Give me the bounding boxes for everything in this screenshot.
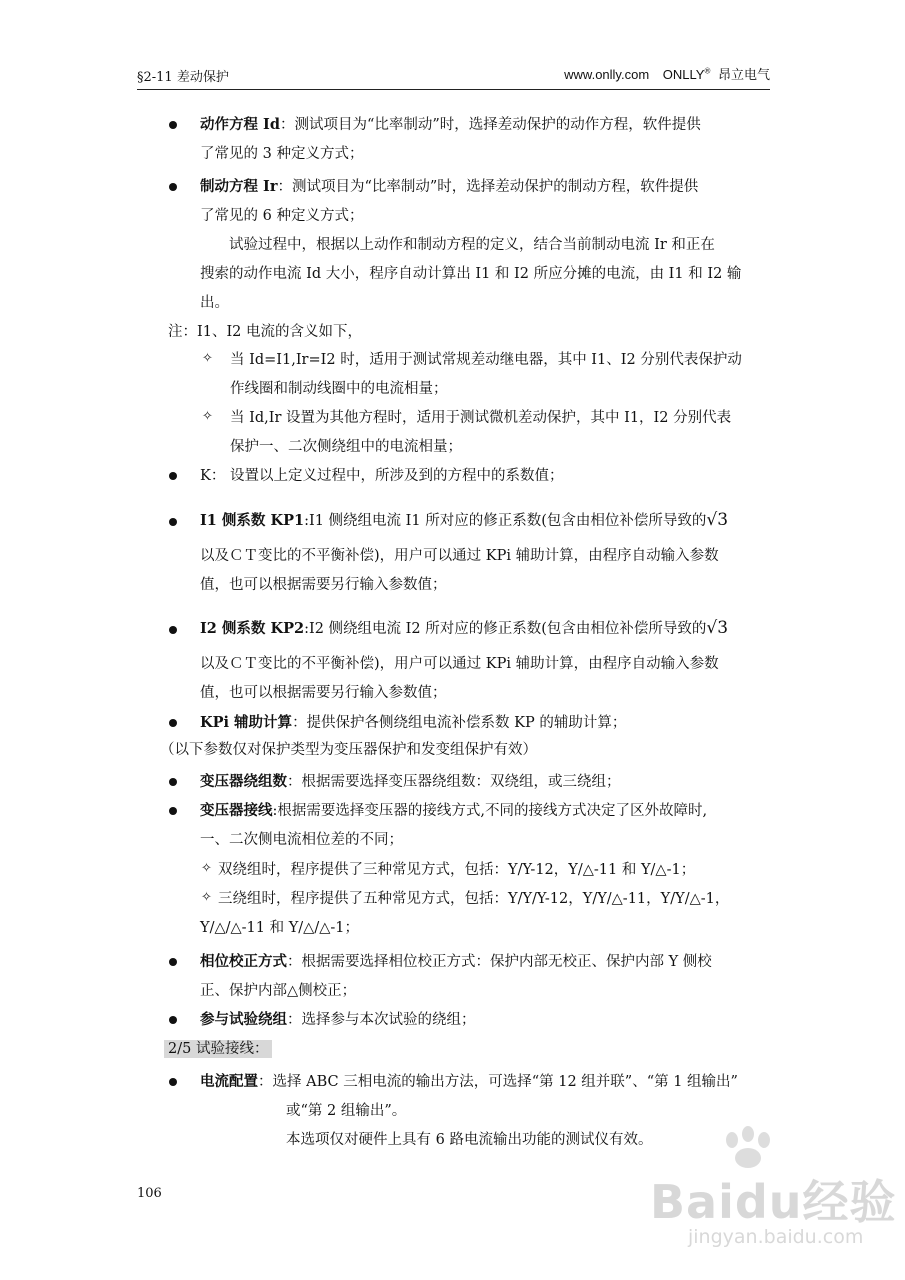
bullet-icon [169,183,177,191]
item-phase-correction: 相位校正方式：根据需要选择相位校正方式：保护内部无校正、保护内部 Y 侧校 [200,953,712,970]
registered-mark: ® [704,66,711,76]
sub-item: 双绕组时，程序提供了三种常见方式，包括：Y/Y-12，Y/△-11 和 Y/△-1； [218,862,696,878]
item-action-equation: 动作方程 Id：测试项目为“比率制动”时，选择差动保护的动作方程，软件提供 [200,116,701,133]
item-transformer-connection-cont: 一、二次侧电流相位差的不同； [200,832,403,848]
page-number: 106 [137,1186,162,1201]
bullet-icon [169,626,177,634]
sub-item-cont: Y/△/△-11 和 Y/△/△-1； [200,920,359,936]
item-transformer-windings: 变压器绕组数：根据需要选择变压器绕组数：双绕组，或三绕组； [200,773,621,790]
diamond-bullet-icon: ✧ [202,351,213,366]
note-item: 当 Id,Ir 设置为其他方程时，适用于测试微机差动保护，其中 I1，I2 分别代表 [230,410,732,426]
diamond-bullet-icon: ✧ [201,861,212,876]
header-brand [564,64,770,83]
item-kp2-cont: 值，也可以根据需要另行输入参数值； [200,685,447,701]
item-transformer-connection: 变压器接线:根据需要选择变压器的接线方式,不同的接线方式决定了区外故障时, [200,802,708,819]
page-header [137,64,770,86]
sqrt3-symbol: √3 [706,618,729,638]
item-test-windings: 参与试验绕组：选择参与本次试验的绕组； [200,1011,476,1028]
diamond-bullet-icon: ✧ [201,890,212,905]
note-item-cont: 作线圈和制动线圈中的电流相量； [230,381,448,397]
bullet-icon [169,518,177,526]
sqrt3-symbol: √3 [706,510,729,530]
paw-icon [718,1126,778,1170]
item-kpi: KPi 辅助计算：提供保护各侧绕组电流补偿系数 KP 的辅助计算； [200,714,627,731]
parenthetical-note: （以下参数仅对保护类型为变压器保护和发变组保护有效） [160,742,537,758]
bullet-icon [169,719,177,727]
item-phase-correction-cont: 正、保护内部△侧校正； [200,983,357,999]
watermark-text: Baidu经验 [650,1175,897,1229]
website-url: www.onlly.com [564,67,650,82]
item-restraint-equation-cont: 了常见的 6 种定义方式； [200,208,364,224]
section-title: §2-11 差动保护 [137,70,229,85]
item-restraint-equation: 制动方程 Ir：测试项目为“比率制动”时，选择差动保护的制动方程，软件提供 [200,178,699,195]
paragraph-line: 出。 [200,295,229,311]
baidu-watermark [598,1126,898,1266]
item-current-config: 电流配置：选择 ABC 三相电流的输出方法，可选择“第 12 组并联”、“第 1 组输出” [200,1073,738,1090]
watermark-url: jingyan.baidu.com [688,1226,864,1248]
item-kp2: I2 侧系数 KP2:I2 侧绕组电流 I2 所对应的修正系数(包含由相位补偿所导致的√3 [200,618,729,638]
header-rule [137,89,770,90]
brand-name: ONLLY [662,67,705,82]
note-item-cont: 保护一、二次侧绕组中的电流相量； [230,439,462,455]
bullet-icon [169,778,177,786]
bullet-icon [169,1078,177,1086]
item-kp1-cont: 以及ＣＴ变比的不平衡补偿)，用户可以通过 KPi 辅助计算，由程序自动输入参数 [200,548,719,564]
item-kp1: I1 侧系数 KP1:I1 侧绕组电流 I1 所对应的修正系数(包含由相位补偿所导致的√3 [200,510,729,530]
item-action-equation-cont: 了常见的 3 种定义方式； [200,146,364,162]
bullet-icon [169,472,177,480]
diamond-bullet-icon: ✧ [202,409,213,424]
item-current-config-cont: 本选项仅对硬件上具有 6 路电流输出功能的测试仪有效。 [286,1132,653,1148]
paragraph-line: 搜索的动作电流 Id 大小，程序自动计算出 I1 和 I2 所应分摊的电流，由 I1 和 I2 输 [200,266,742,282]
bullet-icon [169,121,177,129]
note-item: 当 Id=I1,Ir=I2 时，适用于测试常规差动继电器，其中 I1、I2 分别代表保护动 [230,352,742,368]
section-heading: 2/5 试验接线： [164,1039,272,1059]
brand-cn: 昂立电气 [717,68,770,83]
item-kp2-cont: 以及ＣＴ变比的不平衡补偿)，用户可以通过 KPi 辅助计算，由程序自动输入参数 [200,656,719,672]
bullet-icon [169,958,177,966]
note-title: 注：I1、I2 电流的含义如下， [168,324,363,340]
bullet-icon [169,807,177,815]
sub-item: 三绕组时，程序提供了五种常见方式，包括：Y/Y/Y-12，Y/Y/△-11，Y/Y/△-1， [218,891,730,907]
paragraph-line: 试验过程中，根据以上动作和制动方程的定义，结合当前制动电流 Ir 和正在 [229,237,715,253]
bullet-icon [169,1016,177,1024]
item-k: K： 设置以上定义过程中，所涉及到的方程中的系数值； [200,468,564,484]
item-current-config-cont: 或“第 2 组输出”。 [286,1103,407,1119]
item-kp1-cont: 值，也可以根据需要另行输入参数值； [200,577,447,593]
